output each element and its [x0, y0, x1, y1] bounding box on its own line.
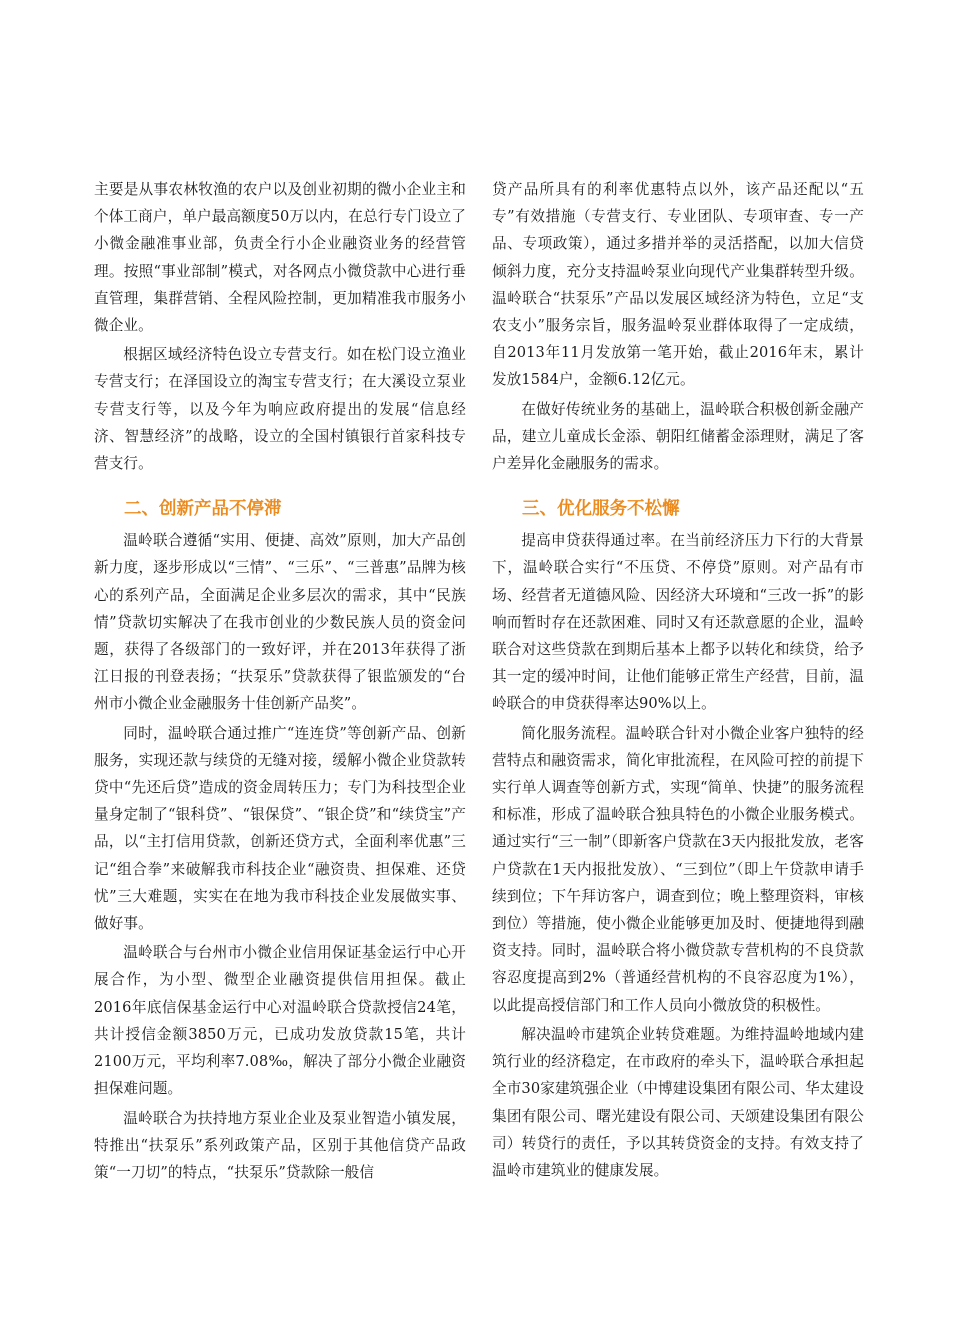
paragraph: 温岭联合遵循“实用、便捷、高效”原则，加大产品创新力度，逐步形成以“三情”、“三乐”、“三普惠”品牌为核心的系列产品，全面满足企业多层次的需求，其中“民族情”贷款切实解决了在我市创业的少数民族人员的资金问题，获得了各级部门的一致好评，并在2013年获得了浙江日报的刊登表扬；“扶泵乐”贷款获得了银监颁发的“台州市小微企业金融服务十佳创新产品奖”。: [94, 532, 466, 713]
right-column: [492, 176, 864, 1184]
paragraph: 简化服务流程。温岭联合针对小微企业客户独特的经营特点和融资需求，简化审批流程，在风险可控的前提下实行单人调查等创新方式，实现“简单、快捷”的服务流程和标准，形成了温岭联合独具特色的小微企业服务模式。通过实行“三一制”（即新客户贷款在3天内报批发放，老客户贷款在1天内报批发放）、“三到位”（即上午贷款申请手续到位；下午拜访客户，调查到位；晚上整理资料，审核到位）等措施，使小微企业能够更加及时、便捷地得到融资支持。同时，温岭联合将小微贷款专营机构的不良贷款容忍度提高到2%（普通经营机构的不良容忍度为1%），以此提高授信部门和工作人员向小微放贷的积极性。: [492, 724, 864, 1014]
section-heading: 二、创新产品不停滞: [124, 499, 282, 520]
paragraph: 根据区域经济特色设立专营支行。如在松门设立渔业专营支行；在泽国设立的淘宝专营支行；在大溪设立泵业专营支行等，以及今年为响应政府提出的发展“信息经济、智慧经济”的战略，设立的全国村镇银行首家科技专营支行。: [94, 346, 466, 473]
paragraph: 主要是从事农林牧渔的农户以及创业初期的微小企业主和个体工商户，单户最高额度50万以内，在总行专门设立了小微金融准事业部，负责全行小企业融资业务的经营管理。按照“事业部制”模式，对各网点小微贷款中心进行垂直管理，集群营销、全程风险控制，更加精准我市服务小微企业。: [94, 181, 466, 335]
paragraph: 在做好传统业务的基础上，温岭联合积极创新金融产品，建立儿童成长金添、朝阳红储蓄金添理财，满足了客户差异化金融服务的需求。: [492, 400, 864, 473]
section-heading: 三、优化服务不松懈: [522, 499, 680, 520]
paragraph: 解决温岭市建筑企业转贷难题。为维持温岭地域内建筑行业的经济稳定，在市政府的牵头下，温岭联合承担起全市30家建筑强企业（中博建设集团有限公司、华太建设集团有限公司、曙光建设有限公司、天颂建设集团有限公司）转贷行的责任，予以其转贷资金的支持。有效支持了温岭市建筑业的健康发展。: [492, 1025, 864, 1179]
paragraph: 提高申贷获得通过率。在当前经济压力下行的大背景下，温岭联合实行“不压贷、不停贷”原则。对产品有市场、经营者无道德风险、因经济大环境和“三改一拆”的影响而暂时存在还款困难、同时又有还款意愿的企业，温岭联合对这些贷款在到期后基本上都予以转化和续贷，给予其一定的缓冲时间，让他们能够正常生产经营，目前，温岭联合的申贷获得率达90%以上。: [492, 532, 864, 713]
paragraph: 温岭联合为扶持地方泵业企业及泵业智造小镇发展，特推出“扶泵乐”系列政策产品，区别于其他信贷产品政策“一刀切”的特点，“扶泵乐”贷款除一般信: [94, 1109, 466, 1181]
paragraph: 同时，温岭联合通过推广“连连贷”等创新产品、创新服务，实现还款与续贷的无缝对接，缓解小微企业贷款转贷中“先还后贷”造成的资金周转压力；专门为科技型企业量身定制了“银科贷”、“银保贷”、“银企贷”和“续贷宝”产品，以“主打信用贷款，创新还贷方式，全面利率优惠”三记“组合拳”来破解我市科技企业“融资贵、担保难、还贷忧”三大难题，实实在在地为我市科技企业发展做实事、做好事。: [94, 724, 466, 933]
paragraph: 贷产品所具有的利率优惠特点以外，该产品还配以“五专”有效措施（专营支行、专业团队、专项审查、专一产品、专项政策），通过多措并举的灵活搭配，以加大信贷倾斜力度，充分支持温岭泵业向现代产业集群转型升级。温岭联合“扶泵乐”产品以发展区域经济为特色，立足“支农支小”服务宗旨，服务温岭泵业群体取得了一定成绩，自2013年11月发放第一笔开始，截止2016年末，累计发放1584户，金额6.12亿元。: [492, 181, 864, 389]
left-column: [94, 176, 466, 1186]
paragraph: 温岭联合与台州市小微企业信用保证基金运行中心开展合作，为小型、微型企业融资提供信用担保。截止2016年底信保基金运行中心对温岭联合贷款授信24笔，共计授信金额3850万元，已成功发放贷款15笔，共计2100万元，平均利率7.08‰，解决了部分小微企业融资担保难问题。: [94, 944, 466, 1098]
